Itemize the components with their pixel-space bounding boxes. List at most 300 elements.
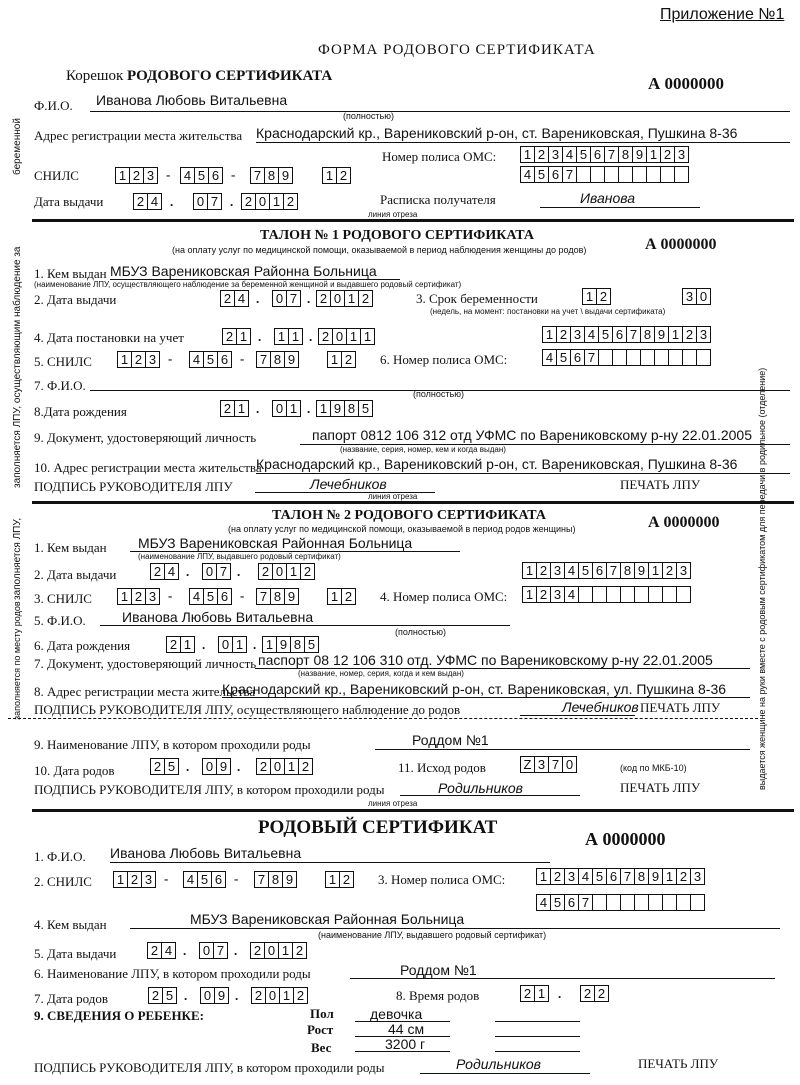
digit-cell: 2 xyxy=(318,328,333,345)
t2-snils-g4[interactable] xyxy=(327,588,355,605)
cert-time-m[interactable] xyxy=(580,985,608,1002)
t1-addr-value[interactable]: Краснодарский кр., Варениковский р-он, ст. Варениковская, Пушкина 8-36 xyxy=(256,456,738,472)
t1-birth-m[interactable] xyxy=(272,400,300,417)
t2-sign2-value[interactable]: Родильников xyxy=(438,780,523,796)
digit-cell: 9 xyxy=(632,146,647,163)
digit-cell: 4 xyxy=(180,167,195,184)
t2-snils-g1[interactable] xyxy=(117,588,159,605)
digit-cell: 2 xyxy=(148,987,163,1004)
digit-cell: 1 xyxy=(234,400,249,417)
t2-issue-y[interactable] xyxy=(258,563,314,580)
digit-cell: 3 xyxy=(550,562,565,579)
digit-cell: 4 xyxy=(161,942,176,959)
digit-cell: 5 xyxy=(556,349,571,366)
digit-cell: 3 xyxy=(145,351,160,368)
digit-cell: 1 xyxy=(316,400,331,417)
t2-oms-row1[interactable] xyxy=(522,562,690,579)
digit-cell: 1 xyxy=(522,562,537,579)
digit-cell xyxy=(618,166,633,183)
digit-cell: 0 xyxy=(272,563,287,580)
t1-issue-m[interactable] xyxy=(272,290,300,307)
stub-snils-label: СНИЛС xyxy=(34,168,79,183)
cert-weight-value[interactable]: 3200 г xyxy=(385,1036,426,1052)
digit-cell: 3 xyxy=(674,146,689,163)
digit-cell: 7 xyxy=(286,290,301,307)
t2-number: А 0000000 xyxy=(648,514,720,531)
digit-cell: 5 xyxy=(534,166,549,183)
digit-cell xyxy=(674,166,689,183)
digit-cell: 5 xyxy=(162,987,177,1004)
digit-cell xyxy=(696,349,711,366)
digit-cell: 7 xyxy=(216,563,231,580)
t1-snils-g4[interactable] xyxy=(327,351,355,368)
digit-cell: 1 xyxy=(236,328,251,345)
t2-title: ТАЛОН № 2 РОДОВОГО СЕРТИФИКАТА xyxy=(272,508,546,523)
digit-cell: 4 xyxy=(234,290,249,307)
digit-cell xyxy=(690,894,705,911)
digit-cell: Z xyxy=(520,756,535,773)
cert-issuer-value[interactable]: МБУЗ Варениковская Районная Больница xyxy=(190,911,465,927)
digit-cell: 5 xyxy=(576,146,591,163)
t1-reg-label: 4. Дата постановки на учет xyxy=(34,330,184,345)
digit-cell xyxy=(676,894,691,911)
stub-issue-d[interactable] xyxy=(133,193,161,210)
digit-cell: 5 xyxy=(203,588,218,605)
cut-line-1: линия отреза xyxy=(368,210,418,219)
t1-term-b[interactable] xyxy=(682,288,710,305)
t2-bdate-d[interactable] xyxy=(150,758,178,775)
digit-cell: 4 xyxy=(189,351,204,368)
digit-cell xyxy=(660,166,675,183)
digit-cell: 7 xyxy=(620,868,635,885)
digit-cell: 2 xyxy=(341,351,356,368)
stub-oms-label: Номер полиса ОМС: xyxy=(382,149,497,164)
t1-number: А 0000000 xyxy=(645,236,717,253)
stub-fio-value[interactable]: Иванова Любовь Витальевна xyxy=(96,92,288,108)
digit-cell xyxy=(604,166,619,183)
digit-cell: 8 xyxy=(270,351,285,368)
cert-issuer-hint: (наименование ЛПУ, выдавшего родовый сертификат) xyxy=(318,930,547,940)
digit-cell: 5 xyxy=(197,871,212,888)
digit-cell: 0 xyxy=(330,290,345,307)
cert-snils-g4[interactable] xyxy=(325,871,353,888)
t2-issue-m[interactable] xyxy=(202,563,230,580)
digit-cell: 7 xyxy=(213,942,228,959)
t1-side-label: заполняется ЛПУ, осуществляющим наблюдение за xyxy=(12,246,23,488)
digit-cell xyxy=(612,349,627,366)
digit-cell xyxy=(662,586,677,603)
digit-cell: 9 xyxy=(284,588,299,605)
digit-cell: 9 xyxy=(634,562,649,579)
digit-cell: 3 xyxy=(548,146,563,163)
digit-cell: 4 xyxy=(183,871,198,888)
digit-cell: 2 xyxy=(147,942,162,959)
digit-cell: 1 xyxy=(286,563,301,580)
t2-print-label-1: ПЕЧАТЬ ЛПУ xyxy=(640,700,721,715)
t2-sign2-label: ПОДПИСЬ РУКОВОДИТЕЛЯ ЛПУ, в котором проходили роды xyxy=(34,782,385,797)
stub-snils-g2[interactable] xyxy=(180,167,222,184)
t2-issue-d[interactable] xyxy=(150,563,178,580)
digit-cell: 6 xyxy=(217,351,232,368)
digit-cell: 2 xyxy=(550,868,565,885)
t2-sign1-value[interactable]: Лечебников xyxy=(562,699,639,715)
t1-reg-y[interactable] xyxy=(318,328,374,345)
stub-address-value[interactable]: Краснодарский кр., Варениковский р-он, ст. Варениковская, Пушкина 8-36 xyxy=(256,125,738,141)
t1-sign-value[interactable]: Лечебников xyxy=(310,476,387,492)
t2-issuer-value[interactable]: МБУЗ Варениковская Районная Больница xyxy=(138,535,413,551)
digit-cell: 1 xyxy=(325,871,340,888)
t1-oms-row1[interactable] xyxy=(542,326,710,343)
t2-fio-value[interactable]: Иванова Любовь Витальевна xyxy=(122,609,314,625)
t2-snils-label: 3. СНИЛС xyxy=(34,591,92,606)
t2-print-label-2: ПЕЧАТЬ ЛПУ xyxy=(620,780,701,795)
cut-divider-3 xyxy=(32,809,794,812)
digit-cell: 0 xyxy=(270,758,285,775)
cert-height-value[interactable]: 44 см xyxy=(388,1021,425,1037)
digit-cell xyxy=(648,894,663,911)
digit-cell: 1 xyxy=(327,588,342,605)
digit-cell: 2 xyxy=(580,985,595,1002)
t1-doc-label: 9. Документ, удостоверяющий личность xyxy=(34,430,257,445)
t2-issue-label: 2. Дата выдачи xyxy=(34,567,117,582)
cert-fio-label: 1. Ф.И.О. xyxy=(34,849,86,864)
digit-cell xyxy=(620,894,635,911)
digit-cell: 1 xyxy=(288,328,303,345)
cert-fio-value[interactable]: Иванова Любовь Витальевна xyxy=(110,845,302,861)
cut-line-3: линия отреза xyxy=(368,799,418,808)
cert-bdate-d[interactable] xyxy=(148,987,176,1004)
t1-doc-value[interactable]: папорт 0812 106 312 отд УФМС по Варениковскому р-ну 22.01.2005 xyxy=(312,427,752,443)
t1-snils-label: 5. СНИЛС xyxy=(34,354,92,369)
digit-cell xyxy=(620,586,635,603)
cert-number: А 0000000 xyxy=(585,829,666,849)
digit-cell: 3 xyxy=(682,288,697,305)
cert-issue-m[interactable] xyxy=(199,942,227,959)
t2-clinic-label: 9. Наименование ЛПУ, в котором проходили роды xyxy=(34,737,311,752)
digit-cell: 2 xyxy=(662,562,677,579)
digit-cell xyxy=(606,586,621,603)
digit-cell: 7 xyxy=(548,756,563,773)
t1-reg-d[interactable] xyxy=(222,328,250,345)
digit-cell: 2 xyxy=(336,167,351,184)
t1-term-a[interactable] xyxy=(582,288,610,305)
digit-cell: 6 xyxy=(211,871,226,888)
digit-cell: 7 xyxy=(584,349,599,366)
t2-birth-y[interactable] xyxy=(262,636,318,653)
form-title: ФОРМА РОДОВОГО СЕРТИФИКАТА xyxy=(318,42,596,58)
cert-issue-d[interactable] xyxy=(147,942,175,959)
t2-doc-label: 7. Документ, удостоверяющий личность xyxy=(34,656,257,671)
digit-cell: 5 xyxy=(578,562,593,579)
stub-receipt-label: Расписка получателя xyxy=(380,192,496,207)
digit-cell xyxy=(592,586,607,603)
digit-cell xyxy=(590,166,605,183)
t1-birth-d[interactable] xyxy=(220,400,248,417)
t1-birth-y[interactable] xyxy=(316,400,372,417)
t2-fio-label: 5. Ф.И.О. xyxy=(34,613,86,628)
cert-sex-value[interactable]: девочка xyxy=(370,1006,423,1022)
t1-snils-g1[interactable] xyxy=(117,351,159,368)
digit-cell xyxy=(646,166,661,183)
t2-issuer-hint: (наименование ЛПУ, выдавшего родовый сертификат) xyxy=(138,552,341,561)
digit-cell: 2 xyxy=(220,400,235,417)
digit-cell: 1 xyxy=(668,326,683,343)
digit-cell: 1 xyxy=(232,636,247,653)
cert-snils-g3[interactable] xyxy=(254,871,296,888)
digit-cell: 3 xyxy=(564,868,579,885)
stub-fio-label: Ф.И.О. xyxy=(34,98,73,113)
digit-cell xyxy=(576,166,591,183)
digit-cell: 5 xyxy=(358,400,373,417)
digit-cell: 8 xyxy=(268,871,283,888)
digit-cell: 4 xyxy=(164,563,179,580)
stub-address-label: Адрес регистрации места жительства xyxy=(34,128,243,143)
digit-cell: 2 xyxy=(594,985,609,1002)
t1-issue-y[interactable] xyxy=(316,290,372,307)
digit-cell: 4 xyxy=(520,166,535,183)
digit-cell: 5 xyxy=(164,758,179,775)
t1-print-label: ПЕЧАТЬ ЛПУ xyxy=(620,477,701,492)
cert-oms-row2[interactable] xyxy=(536,894,704,911)
digit-cell: 0 xyxy=(255,193,270,210)
digit-cell: 1 xyxy=(117,588,132,605)
cut-line-2: линия отреза xyxy=(368,492,418,501)
digit-cell: 7 xyxy=(256,588,271,605)
digit-cell: 5 xyxy=(203,351,218,368)
t2-birth-m[interactable] xyxy=(218,636,246,653)
digit-cell: 2 xyxy=(298,758,313,775)
cert-title: РОДОВЫЙ СЕРТИФИКАТ xyxy=(258,817,498,838)
cert-snils-g2[interactable] xyxy=(183,871,225,888)
cert-oms-row1[interactable] xyxy=(536,868,704,885)
appendix-label: Приложение №1 xyxy=(660,6,785,23)
digit-cell: 1 xyxy=(180,636,195,653)
digit-cell: 1 xyxy=(346,328,361,345)
t2-addr-value[interactable]: Краснодарский кр., Варениковский р-он, ст. Варениковская, ул. Пушкина 8-36 xyxy=(222,681,727,697)
digit-cell: 8 xyxy=(290,636,305,653)
digit-cell: 1 xyxy=(286,400,301,417)
digit-cell: 7 xyxy=(256,351,271,368)
digit-cell: 4 xyxy=(564,562,579,579)
digit-cell: 0 xyxy=(562,756,577,773)
digit-cell: 3 xyxy=(143,167,158,184)
digit-cell: 3 xyxy=(696,326,711,343)
digit-cell: 5 xyxy=(592,868,607,885)
stub-issue-y[interactable] xyxy=(241,193,297,210)
cert-clinic-value[interactable]: Роддом №1 xyxy=(400,962,477,978)
t2-bdate-m[interactable] xyxy=(202,758,230,775)
t2-subtitle: (на оплату услуг по медицинской помощи, оказываемой в период родов женщины) xyxy=(228,524,576,534)
cert-time-h[interactable] xyxy=(520,985,548,1002)
cert-print-label: ПЕЧАТЬ ЛПУ xyxy=(638,1056,719,1071)
digit-cell: 4 xyxy=(189,588,204,605)
digit-cell: 9 xyxy=(214,987,229,1004)
digit-cell: 1 xyxy=(522,586,537,603)
digit-cell: 8 xyxy=(344,400,359,417)
t2-outcome-code[interactable] xyxy=(520,756,576,773)
digit-cell: 2 xyxy=(150,563,165,580)
t1-snils-g2[interactable] xyxy=(189,351,231,368)
cert-oms-label: 3. Номер полиса ОМС: xyxy=(378,872,506,887)
cut-divider-2 xyxy=(32,501,794,504)
digit-cell: 1 xyxy=(648,562,663,579)
t2-oms-row2[interactable] xyxy=(522,586,690,603)
digit-cell: 1 xyxy=(113,871,128,888)
cert-bdate-y[interactable] xyxy=(251,987,307,1004)
digit-cell: 2 xyxy=(127,871,142,888)
digit-cell: 5 xyxy=(550,894,565,911)
stub-snils-g4[interactable] xyxy=(322,167,350,184)
digit-cell: 1 xyxy=(284,758,299,775)
digit-cell: 8 xyxy=(618,146,633,163)
digit-cell: 2 xyxy=(536,586,551,603)
digit-cell: 0 xyxy=(265,987,280,1004)
cert-issue-y[interactable] xyxy=(250,942,306,959)
stub-receipt-value[interactable]: Иванова xyxy=(580,190,636,206)
stub-snils-g1[interactable] xyxy=(115,167,157,184)
t1-sign-label: ПОДПИСЬ РУКОВОДИТЕЛЯ ЛПУ xyxy=(34,479,233,494)
t2-snils-g2[interactable] xyxy=(189,588,231,605)
digit-cell: 6 xyxy=(217,588,232,605)
t2-inner-divider xyxy=(8,718,758,719)
digit-cell: 2 xyxy=(556,326,571,343)
stub-oms-row1[interactable] xyxy=(520,146,688,163)
digit-cell: 2 xyxy=(596,288,611,305)
digit-cell: 7 xyxy=(578,894,593,911)
digit-cell: 0 xyxy=(199,942,214,959)
t1-reg-m[interactable] xyxy=(274,328,302,345)
digit-cell: 7 xyxy=(604,146,619,163)
digit-cell: 1 xyxy=(582,288,597,305)
t1-term-hint: (недель, на момент: постановки на учет \ выдачи сертификата) xyxy=(430,307,666,316)
digit-cell: 9 xyxy=(282,871,297,888)
digit-cell: 2 xyxy=(129,167,144,184)
stub-snils-g3[interactable] xyxy=(250,167,292,184)
digit-cell: 6 xyxy=(570,349,585,366)
t2-doc-hint: (название, номер, серия, когда и кем выдан) xyxy=(298,669,464,678)
digit-cell xyxy=(654,349,669,366)
t1-title: ТАЛОН № 1 РОДОВОГО СЕРТИФИКАТА xyxy=(260,228,534,243)
digit-cell: 5 xyxy=(304,636,319,653)
digit-cell: 2 xyxy=(222,328,237,345)
stub-issue-m[interactable] xyxy=(193,193,221,210)
digit-cell xyxy=(598,349,613,366)
digit-cell: 1 xyxy=(269,193,284,210)
digit-cell: 6 xyxy=(564,894,579,911)
t1-issuer-hint: (наименование ЛПУ, осуществляющего наблюдение за беременной женщиной и выдавшего родовый сертификат) xyxy=(34,280,462,289)
digit-cell: 2 xyxy=(241,193,256,210)
digit-cell: 1 xyxy=(262,636,277,653)
digit-cell xyxy=(648,586,663,603)
digit-cell: 0 xyxy=(202,563,217,580)
digit-cell xyxy=(632,166,647,183)
digit-cell: 2 xyxy=(131,588,146,605)
digit-cell: 0 xyxy=(696,288,711,305)
digit-cell: 0 xyxy=(202,758,217,775)
stub-oms-row2[interactable] xyxy=(520,166,688,183)
t1-snils-g3[interactable] xyxy=(256,351,298,368)
digit-cell: 2 xyxy=(150,758,165,775)
t2-issuer-label: 1. Кем выдан xyxy=(34,540,107,555)
digit-cell: 2 xyxy=(339,871,354,888)
t1-issuer-label: 1. Кем выдан xyxy=(34,266,107,281)
digit-cell: 6 xyxy=(548,166,563,183)
digit-cell: 3 xyxy=(550,586,565,603)
t2-oms-label: 4. Номер полиса ОМС: xyxy=(380,589,508,604)
t2-side-label-1: заполняется ЛПУ, xyxy=(12,517,23,600)
digit-cell: 8 xyxy=(634,868,649,885)
cert-bdate-m[interactable] xyxy=(200,987,228,1004)
cert-bdate-label: 7. Дата родов xyxy=(34,991,109,1006)
cert-sign-value[interactable]: Родильников xyxy=(456,1056,541,1072)
t1-issue-d[interactable] xyxy=(220,290,248,307)
t2-sign1-label: ПОДПИСЬ РУКОВОДИТЕЛЯ ЛПУ, осуществляющего наблюдение до родов xyxy=(34,702,461,717)
t2-clinic-value[interactable]: Роддом №1 xyxy=(412,732,489,748)
stub-title: Корешок РОДОВОГО СЕРТИФИКАТА xyxy=(66,68,333,84)
digit-cell xyxy=(592,894,607,911)
cert-sex-label: Пол xyxy=(310,1006,334,1021)
cert-clinic-label: 6. Наименование ЛПУ, в котором проходили роды xyxy=(34,966,311,981)
digit-cell xyxy=(668,349,683,366)
digit-cell: 1 xyxy=(344,290,359,307)
digit-cell: 8 xyxy=(640,326,655,343)
t2-doc-value[interactable]: паспорт 08 12 106 310 отд. УФМС по Варениковскому р-ну 22.01.2005 xyxy=(258,652,713,668)
digit-cell: 4 xyxy=(584,326,599,343)
digit-cell: 2 xyxy=(292,942,307,959)
stub-number: А 0000000 xyxy=(648,74,725,93)
cert-sign-label: ПОДПИСЬ РУКОВОДИТЕЛЯ ЛПУ, в котором проходили роды xyxy=(34,1060,385,1075)
stub-side-label: беременной xyxy=(12,118,23,175)
digit-cell: 0 xyxy=(264,942,279,959)
digit-cell: 9 xyxy=(276,636,291,653)
digit-cell xyxy=(634,894,649,911)
t1-doc-hint: (название, серия, номер, кем и когда выдан) xyxy=(340,445,506,454)
digit-cell: 2 xyxy=(682,326,697,343)
cert-time-label: 8. Время родов xyxy=(396,988,480,1003)
cert-snils-g1[interactable] xyxy=(113,871,155,888)
t2-birth-d[interactable] xyxy=(166,636,194,653)
t2-birth-label: 6. Дата рождения xyxy=(34,638,131,653)
digit-cell: 7 xyxy=(250,167,265,184)
digit-cell: 4 xyxy=(562,146,577,163)
digit-cell: 4 xyxy=(536,894,551,911)
t1-term-label: 3. Срок беременности xyxy=(416,291,538,306)
t1-oms-row2[interactable] xyxy=(542,349,710,366)
t1-issue-label: 2. Дата выдачи xyxy=(34,292,117,307)
digit-cell: 2 xyxy=(220,290,235,307)
digit-cell: 2 xyxy=(520,985,535,1002)
t2-bdate-y[interactable] xyxy=(256,758,312,775)
digit-cell xyxy=(662,894,677,911)
digit-cell: 9 xyxy=(278,167,293,184)
digit-cell: 1 xyxy=(536,868,551,885)
cert-weight-label: Вес xyxy=(311,1040,332,1055)
digit-cell: 2 xyxy=(676,868,691,885)
digit-cell: 1 xyxy=(534,985,549,1002)
t2-addr-label: 8. Адрес регистрации места жительства xyxy=(34,684,256,699)
digit-cell: 7 xyxy=(207,193,222,210)
digit-cell: 2 xyxy=(133,193,148,210)
t1-issuer-value[interactable]: МБУЗ Варениковская Районна Больница xyxy=(110,263,377,279)
digit-cell: 2 xyxy=(536,562,551,579)
digit-cell xyxy=(676,586,691,603)
t2-snils-g3[interactable] xyxy=(256,588,298,605)
digit-cell: 4 xyxy=(542,349,557,366)
digit-cell: 2 xyxy=(283,193,298,210)
digit-cell: 1 xyxy=(278,942,293,959)
digit-cell: 2 xyxy=(534,146,549,163)
digit-cell: 3 xyxy=(676,562,691,579)
